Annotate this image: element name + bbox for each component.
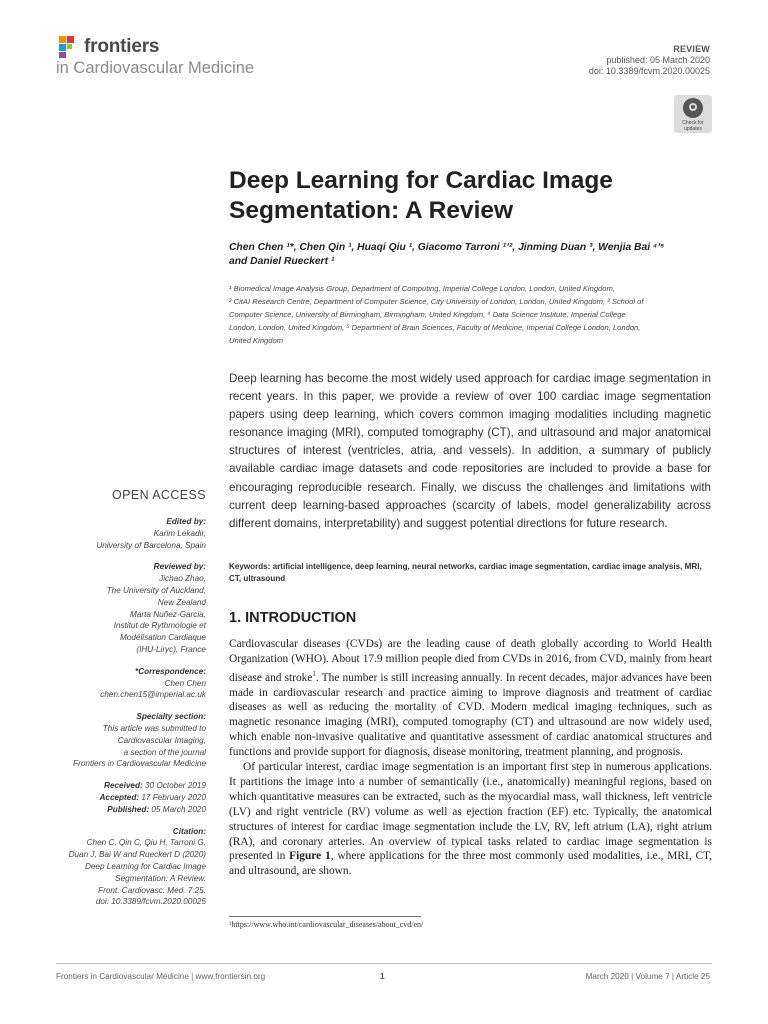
- section-heading: Citation:: [172, 826, 206, 836]
- citation-line: Front. Cardiovasc. Med. 7:25.: [98, 885, 206, 895]
- frontiers-logo-icon: [56, 34, 82, 60]
- edited-by-section: [26, 516, 206, 551]
- reviewed-by-section: [26, 561, 206, 655]
- affiliation-line: United Kingdom: [229, 336, 284, 345]
- citation-line: Segmentation: A Review.: [115, 873, 206, 883]
- affiliation-line: ² CitAI Research Centre, Department of Computer Science, City University of London, London, United Kingdom, ³ School of: [229, 297, 644, 306]
- section-heading: Specialty section:: [136, 712, 206, 722]
- specialty-line: a section of the journal: [123, 747, 206, 757]
- badge-label: Check for updates: [682, 120, 704, 132]
- affiliation-line: ¹ Biomedical Image Analysis Group, Department of Computing, Imperial College London, London, United Kingdom,: [229, 284, 615, 293]
- specialty-section: [26, 711, 206, 770]
- brand-name: frontiers: [84, 36, 160, 57]
- footer-journal-link[interactable]: Frontiers in Cardiovascular Medicine | www.frontiersin.org: [56, 972, 266, 981]
- footnote-link[interactable]: ¹https://www.who.int/cardiovascular_diseases/about_cvd/en/: [229, 920, 424, 929]
- received-date: Received: 30 October 2019: [104, 781, 206, 791]
- check-updates-icon: [683, 98, 703, 118]
- article-title: Deep Learning for Cardiac Image Segmentation: A Review: [229, 167, 613, 224]
- published-date: published: 05 March 2020: [606, 55, 710, 65]
- footer-divider: [56, 963, 712, 964]
- author-line: Chen Chen ¹*, Chen Qin ¹, Huaqi Qiu ¹, Giacomo Tarroni ¹ʼ², Jinming Duan ³, Wenjia Bai ⁴ʼ⁵: [229, 242, 665, 253]
- affiliation-line: London, London, United Kingdom, ⁵ Department of Brain Sciences, Faculty of Medicine, Imperial College London, London,: [229, 323, 641, 332]
- article-doi[interactable]: doi: 10.3389/fcvm.2020.00025: [588, 66, 710, 76]
- footnote-ref-link[interactable]: 1: [312, 669, 316, 678]
- page-number: 1: [380, 972, 385, 981]
- check-for-updates-button[interactable]: [674, 95, 712, 133]
- reviewer-affiliation: Modélisation Cardiaque: [119, 633, 206, 643]
- author-list: [229, 241, 709, 269]
- section-heading: Edited by:: [166, 517, 206, 526]
- citation-section: [26, 826, 206, 909]
- reviewer-name[interactable]: Jichao Zhao,: [159, 574, 206, 584]
- corresponding-author: Chen Chen: [164, 678, 206, 688]
- affiliations: [229, 282, 714, 347]
- affiliation-line: Computer Science, University of Birmingham, Birmingham, United Kingdom, ⁴ Data Science Institute, Imperial College: [229, 310, 626, 319]
- citation-line: Chen C, Qin C, Qiu H, Tarroni G,: [86, 838, 206, 848]
- article-sidebar: [26, 516, 206, 918]
- introduction-body: [229, 637, 712, 879]
- citation-line: Duan J, Bai W and Rueckert D (2020): [68, 850, 206, 860]
- section-heading: Reviewed by:: [153, 562, 206, 572]
- reviewer-affiliation: (IHU-Liryc), France: [136, 644, 206, 654]
- figure-link[interactable]: Figure 1: [289, 850, 331, 863]
- reviewer-affiliation: New Zealand: [157, 597, 206, 607]
- corresponding-email-link[interactable]: chen.chen15@imperial.ac.uk: [100, 690, 206, 700]
- open-access-label: OPEN ACCESS: [111, 488, 206, 502]
- section-heading: *Correspondence:: [135, 666, 206, 676]
- journal-logo[interactable]: [56, 32, 356, 82]
- reviewer-name[interactable]: Marta Nuñez-Garcia,: [130, 609, 206, 619]
- specialty-line: This article was submitted to: [102, 723, 206, 733]
- editor-affiliation: University of Barcelona, Spain: [96, 540, 206, 550]
- dates-section: [26, 780, 206, 815]
- reviewer-affiliation: Institut de Rythmologie et: [113, 621, 206, 631]
- published-date-sidebar: Published: 05 March 2020: [107, 804, 206, 814]
- abstract: Deep learning has become the most widely used approach for cardiac image segmentation in recent years. In this paper, we provide a review of over 100 cardiac image segmentation papers using deep learning, which covers common imaging modalities including magnetic resonance imaging (MRI), computed tomography (CT), and ultrasound and major anatomical structures of interest (ventricles, atria, and vessels). In addition, a summary of publicly available cardiac image datasets and code repositories are included to provide a base for encouraging reproducible research. Finally, we discuss the challenges and limitations with current deep learning-based approaches (scarcity of labels, model generalizability across different domains, interpretability) and suggest potential directions for future research.: [229, 372, 711, 530]
- accepted-date: Accepted: 17 February 2020: [99, 792, 206, 802]
- article-type: REVIEW: [673, 44, 710, 54]
- article-meta: [589, 44, 710, 77]
- specialty-line: Cardiovascular Imaging,: [117, 735, 206, 745]
- paragraph: Of particular interest, cardiac image segmentation is an important first step in numerous applications. It partitions the image into a number of semantically (i.e., anatomically) meaningful regions, based on which quantitative measures can be extracted, such as the myocardial mass, wall thickness, left ventricle (LV) and right ventricle (RV) volume as well as ejection fraction (EF) etc. Typically, the anatomical structures of interest for cardiac image segmentation include the LV, RV, left atrium (LA), right atrium (RA), and coronary arteries. An overview of typical tasks related to cardiac image segmentation is presented in Figure 1, where applications for the three most commonly used modalities, i.e., MRI, CT, and ultrasound, are shown.: [229, 761, 712, 878]
- correspondence-section: [26, 666, 206, 701]
- footer-issue-info: March 2020 | Volume 7 | Article 25: [585, 972, 710, 981]
- paragraph: Cardiovascular diseases (CVDs) are the leading cause of death globally according to World Health Organization (WHO). About 17.9 million people died from CVDs in 2016, from CVD, mainly from heart disease and stroke$^1$. The number is still increasing annually. In recent decades, major advances have been made in cardiovascular research and practice aiming to improve diagnosis and treatment of cardiac diseases as well as reducing the mortality of CVD. Modern medical imaging techniques, such as magnetic resonance imaging (MRI), computed tomography (CT) and ultrasound are now widely used, which enable non-invasive qualitative and quantitative assessment of cardiac anatomical structures and functions and provide support for diagnosis, disease monitoring, treatment planning, and prognosis.: [229, 638, 712, 759]
- author-line: and Daniel Rueckert ¹: [229, 256, 335, 267]
- footnote-divider: [229, 916, 421, 917]
- section-heading-introduction: 1. INTRODUCTION: [229, 610, 357, 626]
- citation-doi-link[interactable]: doi: 10.3389/fcvm.2020.00025: [95, 897, 206, 907]
- reviewer-affiliation: The University of Auckland,: [106, 585, 206, 595]
- journal-name: in Cardiovascular Medicine: [56, 59, 255, 77]
- specialty-line: Frontiers in Cardiovascular Medicine: [73, 759, 206, 769]
- editor-name[interactable]: Karim Lekadir,: [153, 528, 206, 538]
- citation-line: Deep Learning for Cardiac Image: [84, 861, 206, 871]
- keywords: Keywords: artificial intelligence, deep learning, neural networks, cardiac image segmentation, cardiac image analysis, MRI, CT, ultrasound: [229, 562, 702, 583]
